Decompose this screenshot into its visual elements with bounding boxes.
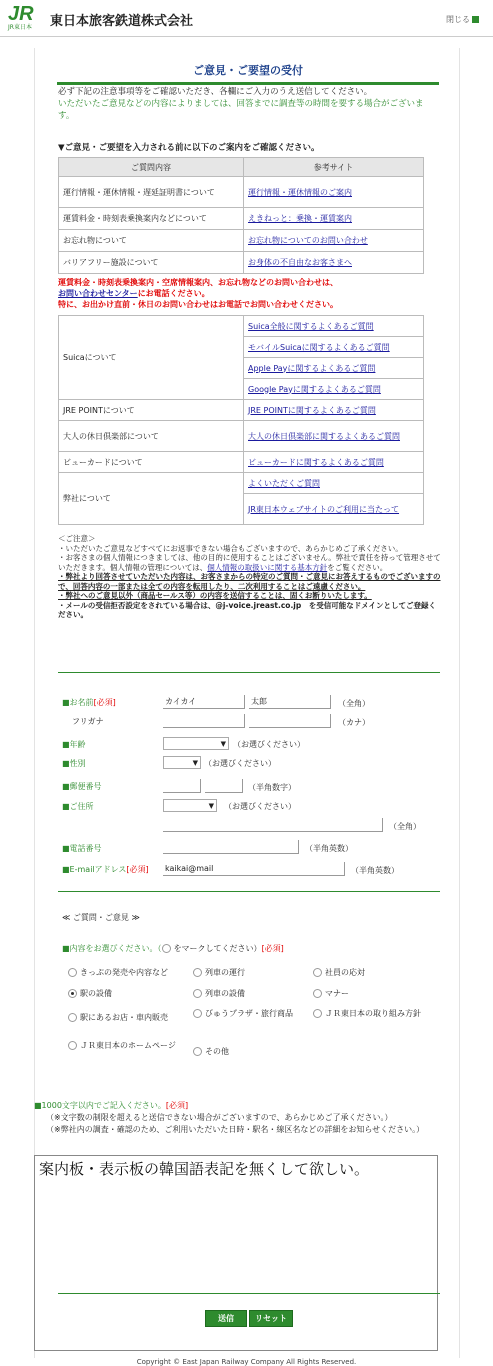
faq-link[interactable]: Suica全般に関するよくあるご質問 [248, 321, 374, 331]
radio-icon [313, 989, 322, 998]
radio-icon [313, 968, 322, 977]
phone-field[interactable] [163, 840, 299, 854]
name-label-text: ■お名前 [62, 698, 94, 707]
radio-label: 駅の設備 [80, 989, 112, 998]
radio-label: 社員の応対 [325, 968, 365, 977]
submit-button[interactable]: 送信 [205, 1310, 247, 1327]
radio-option[interactable] [313, 988, 349, 999]
radio-icon [193, 989, 202, 998]
radio-icon [68, 1041, 77, 1050]
age-select[interactable] [163, 737, 229, 750]
note-text: ・弊社へのご意見以外（商品セールス等）の内容を送信することは、固くお断りいたします。 [58, 591, 372, 600]
message-textarea[interactable]: 案内板・表示板の韓国語表記を無くして欲しい。 [34, 1155, 438, 1351]
table-cell-question: JRE POINTについて [59, 400, 244, 421]
close-label: 閉じる [446, 15, 470, 24]
email-field[interactable] [163, 862, 345, 876]
radio-option[interactable] [68, 1012, 168, 1023]
note-text: ・弊社より回答させていただいた内容は、お客さまからの特定のご質問・ご意見にお答えするものでございますので、回答内容の一部または全ての内容を転用したり、二次利用することはご遠慮ください。 [58, 572, 441, 591]
note-text: ・お客さまの個人情報につきましては、他の目的に使用することはございません。弊社で責任を持って管理させていただきます。個人情報の管理については、 [58, 553, 441, 572]
section-heading: ▼ご意見・ご要望を入力される前に以下のご案内をご確認ください。 [58, 143, 320, 153]
table-cell-question: 運行情報・運休情報・遅延証明書について [59, 177, 244, 208]
table-cell-question: Suicaについて [59, 316, 244, 400]
notice-line: 運賃料金・時刻表乗換案内・空席情報案内、お忘れ物などのお問い合わせは、 [58, 278, 338, 287]
radio-option[interactable] [68, 967, 168, 978]
radio-label: びゅうプラザ・旅行商品 [205, 1009, 293, 1018]
logo-mark: JR [8, 3, 34, 25]
radio-label: 列車の運行 [205, 968, 245, 977]
reference-link[interactable]: お忘れ物についてのお問い合わせ [248, 236, 368, 245]
faq-link[interactable]: JRE POINTに関するよくあるご質問 [248, 405, 376, 415]
reference-link[interactable]: 運行情報・運休情報のご案内 [248, 187, 352, 197]
radio-icon [193, 1009, 202, 1018]
divider [58, 672, 440, 673]
message-label-text: ■1000文字以内でご記入ください。 [34, 1101, 166, 1110]
col-header-site: 参考サイト [244, 158, 424, 177]
faq-table [58, 315, 424, 525]
caution-notes [58, 534, 442, 620]
chevron-down-icon: ▼ [192, 759, 198, 767]
notice-line: 特に、お出かけ直前・休日のお問い合わせはお電話でお問い合わせください。 [58, 300, 338, 309]
email-label-text: ■E-mailアドレス [62, 865, 127, 874]
gender-hint: （お選びください） [204, 759, 276, 768]
furigana-first-field[interactable] [249, 714, 331, 728]
faq-link[interactable]: Apple Payに関するよくあるご質問 [248, 363, 376, 373]
gender-label: ■性別 [62, 759, 86, 768]
required-badge: [必須] [165, 1101, 189, 1110]
reference-table [58, 157, 424, 274]
age-label: ■年齢 [62, 740, 86, 749]
note-item: ・いただいたご意見などすべてにお返事できない場合もございますので、あらかじめご了承ください。 [58, 543, 403, 553]
address-full-hint: （全角） [389, 822, 421, 831]
radio-option[interactable] [313, 1008, 435, 1019]
close-button[interactable] [446, 14, 479, 25]
radio-label: 駅にあるお店・車内販売 [80, 1013, 168, 1022]
radio-icon [68, 968, 77, 977]
chevron-down-icon: ▼ [220, 740, 226, 748]
inquiry-select-label [62, 943, 284, 954]
privacy-policy-link[interactable]: 個人情報の取扱いに関する基本方針 [207, 562, 328, 572]
age-hint: （お選びください） [233, 740, 305, 749]
reset-button[interactable]: リセット [249, 1310, 293, 1327]
radio-label: 列車の設備 [205, 989, 245, 998]
page-title: ご意見・ご要望の受付 [57, 62, 439, 85]
faq-link[interactable]: JR東日本ウェブサイトのご利用に当たって [248, 504, 400, 514]
required-badge: [必須] [261, 944, 284, 953]
gender-select[interactable] [163, 756, 201, 769]
note-item [58, 591, 442, 601]
radio-icon [313, 1009, 322, 1018]
intro-text: 必ず下記の注意事項等をご確認いただき、各欄にご入力のうえ送信してください。 [58, 87, 373, 97]
email-hint: （半角英数） [351, 866, 399, 875]
radio-label: きっぷの発売や内容など [80, 968, 168, 977]
site-header [0, 0, 493, 37]
radio-sample-icon [162, 944, 171, 953]
table-cell-question: ビューカードについて [59, 452, 244, 473]
inquiry-select-text: ■内容をお選びください。（ [62, 944, 162, 953]
phone-label: ■電話番号 [62, 844, 102, 853]
postal-hint: （半角数字） [248, 783, 296, 792]
radio-icon [193, 1047, 202, 1056]
divider [58, 891, 440, 892]
close-icon [472, 16, 479, 23]
copyright: Copyright © East Japan Railway Company All Rights Reserved. [136, 1358, 357, 1366]
notice-line: にお電話ください。 [137, 289, 210, 298]
col-header-question: ご質問内容 [59, 158, 244, 177]
radio-option[interactable] [193, 1008, 305, 1019]
postal-code-second[interactable] [205, 779, 243, 793]
message-note: （※弊社内の調査・確認のため、ご利用いただいた日時・駅名・線区名などの詳細をお知らせください。） [46, 1125, 425, 1134]
radio-label: ＪＲ東日本のホームページ [80, 1041, 176, 1050]
required-badge: [必須] [93, 698, 116, 707]
note-item [58, 601, 442, 620]
phone-hint: （半角英数） [305, 844, 353, 853]
radio-selected-icon [68, 989, 77, 998]
furigana-last-field[interactable] [163, 714, 245, 728]
company-name: 東日本旅客鉄道株式会社 [50, 14, 194, 29]
chevron-down-icon: ▼ [208, 802, 214, 810]
faq-link[interactable]: モバイルSuicaに関するよくあるご質問 [248, 342, 390, 352]
postal-label: ■郵便番号 [62, 782, 102, 791]
first-name-field[interactable] [249, 695, 331, 709]
required-badge: [必須] [126, 865, 149, 874]
note-text: ・メールの受信拒否設定をされている場合は、@j-voice.jreast.co.jp を受信可能なドメインとしてご登録ください。 [58, 600, 437, 619]
note-item [58, 553, 442, 572]
notes-heading: ＜ご注意＞ [58, 534, 96, 543]
faq-link[interactable]: ビューカードに関するよくあるご質問 [248, 457, 384, 467]
logo-sub: JR東日本 [8, 24, 32, 31]
radio-icon [193, 968, 202, 977]
radio-icon [68, 1013, 77, 1022]
radio-option[interactable] [68, 988, 112, 999]
address-hint: （お選びください） [224, 802, 296, 811]
radio-option[interactable] [193, 967, 245, 978]
last-name-field[interactable] [163, 695, 245, 709]
message-label [34, 1100, 188, 1111]
faq-link[interactable]: よくいただくご質問 [248, 478, 320, 488]
table-cell-question: 弊社について [59, 473, 244, 525]
address-label: ■ご住所 [62, 802, 94, 811]
radio-option[interactable] [313, 967, 365, 978]
table-cell-question: 運賃料金・時刻表乗換案内などについて [59, 208, 244, 230]
postal-code-first[interactable] [163, 779, 201, 793]
jr-logo[interactable] [8, 4, 44, 32]
note-item [58, 572, 442, 591]
prefecture-select[interactable] [163, 799, 217, 812]
radio-label: その他 [205, 1047, 229, 1056]
email-label [62, 864, 149, 875]
name-label [62, 697, 116, 708]
table-cell-question: バリアフリー施設について [59, 252, 244, 274]
intro-note: いただいたご意見などの内容によりましては、回答までに調査等の時間を要する場合がございます。 [58, 99, 424, 121]
divider [58, 1293, 440, 1294]
radio-option[interactable] [193, 1046, 229, 1057]
message-note: （※文字数の制限を超えると送信できない場合がございますので、あらかじめご了承ください。） [46, 1113, 393, 1122]
radio-option[interactable] [68, 1040, 186, 1051]
radio-option[interactable] [193, 988, 245, 999]
inquiry-center-link[interactable]: お問い合わせセンター [58, 289, 138, 298]
furigana-label: フリガナ [72, 717, 104, 726]
table-cell-question: 大人の休日倶楽部について [59, 421, 244, 452]
name-hint: （全角） [338, 699, 370, 708]
phone-inquiry-notice [58, 277, 438, 310]
radio-label: マナー [325, 989, 349, 998]
faq-link[interactable]: 大人の休日倶楽部に関するよくあるご質問 [248, 431, 400, 441]
table-cell-question: お忘れ物について [59, 230, 244, 252]
radio-label: ＪＲ東日本の取り組み方針 [325, 1009, 421, 1018]
address-field[interactable] [163, 818, 383, 832]
faq-link[interactable]: Google Payに関するよくあるご質問 [248, 384, 381, 394]
note-text: をご覧ください。 [327, 562, 388, 572]
inquiry-select-text: をマークしてください） [173, 944, 262, 953]
reference-link[interactable]: お身体の不自由なお客さまへ [248, 258, 352, 267]
furigana-hint: （カナ） [338, 718, 370, 727]
inquiry-heading: ≪ ご質問・ご意見 ≫ [62, 913, 140, 922]
reference-link[interactable]: えきねっと：乗換・運賃案内 [248, 214, 352, 223]
